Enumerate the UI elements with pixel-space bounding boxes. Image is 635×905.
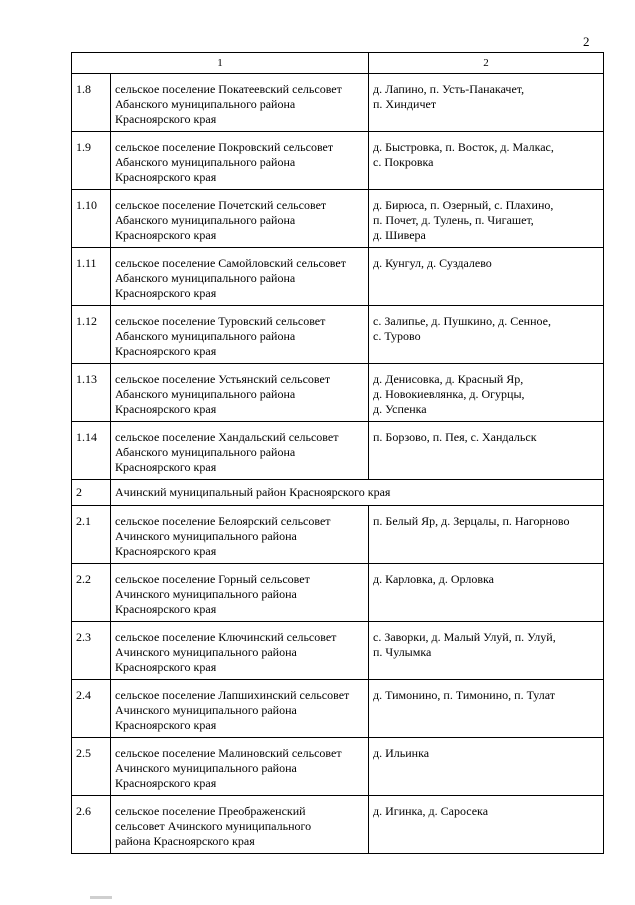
municipality-name: сельское поселение Преображенский сельсовет Ачинского муниципального района Красноярского края — [111, 796, 369, 854]
column-header-2: 2 — [369, 53, 604, 74]
row-number: 1.12 — [72, 306, 111, 364]
settlements-list: с. Заворки, д. Малый Улуй, п. Улуй, п. Чулымка — [369, 622, 604, 680]
table-row — [72, 506, 604, 564]
settlements-list: д. Ильинка — [369, 738, 604, 796]
settlements-list: д. Быстровка, п. Восток, д. Малкас, с. Покровка — [369, 132, 604, 190]
settlements-list: п. Борзово, п. Пея, с. Хандальск — [369, 422, 604, 480]
row-number: 2.4 — [72, 680, 111, 738]
settlements-list: д. Тимонино, п. Тимонино, п. Тулат — [369, 680, 604, 738]
municipality-name: сельское поселение Почетский сельсовет Абанского муниципального района Красноярского края — [111, 190, 369, 248]
municipality-name: сельское поселение Самойловский сельсовет Абанского муниципального района Красноярского края — [111, 248, 369, 306]
settlements-list: д. Игинка, д. Саросека — [369, 796, 604, 854]
row-number: 2 — [72, 480, 111, 506]
table-row — [72, 680, 604, 738]
row-number: 1.8 — [72, 74, 111, 132]
municipality-name: сельское поселение Горный сельсовет Ачинского муниципального района Красноярского края — [111, 564, 369, 622]
municipality-name: сельское поселение Туровский сельсовет Абанского муниципального района Красноярского края — [111, 306, 369, 364]
settlements-list: с. Залипье, д. Пушкино, д. Сенное, с. Турово — [369, 306, 604, 364]
row-number: 1.14 — [72, 422, 111, 480]
table-row — [72, 364, 604, 422]
row-number: 2.2 — [72, 564, 111, 622]
column-header-1: 1 — [72, 53, 369, 74]
section-title: Ачинский муниципальный район Красноярского края — [111, 480, 604, 506]
row-number: 1.10 — [72, 190, 111, 248]
row-number: 2.1 — [72, 506, 111, 564]
table-row — [72, 190, 604, 248]
table-row — [72, 564, 604, 622]
row-number: 1.13 — [72, 364, 111, 422]
table-header-row — [72, 53, 604, 74]
table-row — [72, 74, 604, 132]
municipality-name: сельское поселение Хандальский сельсовет Абанского муниципального района Красноярского края — [111, 422, 369, 480]
table-row — [72, 132, 604, 190]
row-number: 1.11 — [72, 248, 111, 306]
municipality-name: сельское поселение Покатеевский сельсовет Абанского муниципального района Красноярского края — [111, 74, 369, 132]
municipality-name: сельское поселение Лапшихинский сельсовет Ачинского муниципального района Красноярского края — [111, 680, 369, 738]
settlements-list: д. Денисовка, д. Красный Яр, д. Новокиевлянка, д. Огурцы, д. Успенка — [369, 364, 604, 422]
settlements-list: д. Кунгул, д. Суздалево — [369, 248, 604, 306]
table-row — [72, 306, 604, 364]
table-row — [72, 422, 604, 480]
settlements-table — [71, 52, 604, 854]
row-number: 1.9 — [72, 132, 111, 190]
section-row — [72, 480, 604, 506]
settlements-list: д. Бирюса, п. Озерный, с. Плахино, п. Почет, д. Тулень, п. Чигашет, д. Шивера — [369, 190, 604, 248]
table-body — [72, 74, 604, 854]
table-row — [72, 796, 604, 854]
municipality-name: сельское поселение Устьянский сельсовет Абанского муниципального района Красноярского края — [111, 364, 369, 422]
municipality-name: сельское поселение Ключинский сельсовет Ачинского муниципального района Красноярского края — [111, 622, 369, 680]
table-row — [72, 248, 604, 306]
settlements-list: д. Карловка, д. Орловка — [369, 564, 604, 622]
row-number: 2.5 — [72, 738, 111, 796]
footer-mark — [90, 896, 112, 899]
settlements-list: п. Белый Яр, д. Зерцалы, п. Нагорново — [369, 506, 604, 564]
row-number: 2.3 — [72, 622, 111, 680]
municipality-name: сельское поселение Белоярский сельсовет Ачинского муниципального района Красноярского края — [111, 506, 369, 564]
table-row — [72, 738, 604, 796]
municipality-name: сельское поселение Малиновский сельсовет Ачинского муниципального района Красноярского края — [111, 738, 369, 796]
settlements-list: д. Лапино, п. Усть-Панакачет, п. Хиндичет — [369, 74, 604, 132]
row-number: 2.6 — [72, 796, 111, 854]
table-row — [72, 622, 604, 680]
municipality-name: сельское поселение Покровский сельсовет Абанского муниципального района Красноярского края — [111, 132, 369, 190]
page-number: 2 — [583, 34, 590, 49]
